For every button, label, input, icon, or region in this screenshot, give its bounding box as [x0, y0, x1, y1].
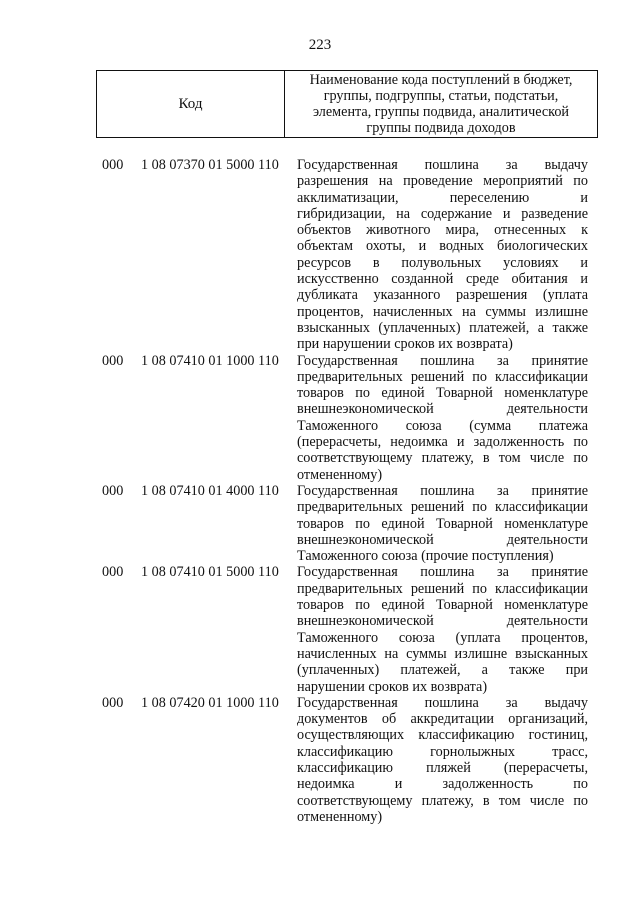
description-line: объектам охоты, и водных биологических	[297, 238, 588, 255]
admin-code: 000	[102, 564, 124, 581]
revenue-code: 1 08 07420 01 1000 110	[141, 694, 279, 711]
description-line: акклиматизации, переселению и	[297, 189, 588, 206]
revenue-description	[297, 564, 588, 694]
description-line: нарушении сроков их возврата)	[297, 678, 488, 695]
description-line: Таможенного союза (уплата процентов,	[297, 629, 588, 646]
description-line: дубликата указанного разрешения (уплата	[297, 287, 588, 304]
description-line: ресурсов в полувольных условиях и	[297, 254, 588, 271]
description-line: товаров по единой Товарной номенклатуре	[297, 385, 588, 402]
description-line: соответствующему платежу, в том числе по	[297, 450, 588, 467]
description-line: Государственная пошлина за выдачу	[297, 157, 588, 173]
description-line: классификацию пляжей (перерасчеты,	[297, 759, 588, 776]
admin-code: 000	[102, 352, 124, 369]
header-name-line: Наименование кода поступлений в бюджет,	[309, 72, 573, 88]
header-name-line: элемента, группы подвида, аналитической	[312, 104, 570, 120]
description-line: товаров по единой Товарной номенклатуре	[297, 515, 588, 532]
header-name-line: группы подвида доходов	[366, 120, 516, 136]
description-line: (перерасчеты, недоимка и задолженность по	[297, 434, 588, 451]
page-number: 223	[308, 37, 332, 53]
table-row	[0, 695, 640, 825]
revenue-description	[297, 353, 588, 483]
description-line: внешнеэкономической деятельности	[297, 613, 588, 630]
revenue-code: 1 08 07410 01 4000 110	[141, 482, 279, 499]
table-header	[96, 70, 598, 138]
description-line: Государственная пошлина за принятие	[297, 482, 588, 499]
revenue-code: 1 08 07410 01 5000 110	[141, 564, 279, 581]
description-line: Таможенного союза (прочие поступления)	[297, 548, 554, 565]
description-line: товаров по единой Товарной номенклатуре	[297, 597, 588, 614]
revenue-description	[297, 695, 588, 825]
revenue-description	[297, 157, 588, 353]
revenue-code: 1 08 07370 01 5000 110	[141, 157, 279, 173]
description-line: предварительных решений по классификации	[297, 580, 588, 597]
description-line: внешнеэкономической деятельности	[297, 531, 588, 548]
description-line: Государственная пошлина за принятие	[297, 352, 588, 369]
header-name-line: группы, подгруппы, статьи, подстатьи,	[323, 88, 559, 104]
description-line: объектов животного мира, отнесенных к	[297, 222, 588, 239]
description-line: гибридизации, на содержание и разведение	[297, 205, 588, 222]
description-line: Государственная пошлина за принятие	[297, 564, 588, 581]
revenue-description	[297, 483, 588, 564]
description-line: внешнеэкономической деятельности	[297, 401, 588, 418]
table-row	[0, 157, 640, 353]
description-line: Государственная пошлина за выдачу	[297, 694, 588, 711]
admin-code: 000	[102, 694, 124, 711]
description-line: документов об аккредитации организаций,	[297, 711, 588, 728]
description-line: предварительных решений по классификации	[297, 368, 588, 385]
table-row	[0, 483, 640, 564]
description-line: взысканных (уплаченных) платежей, а также	[297, 319, 588, 336]
description-line: Таможенного союза (сумма платежа	[297, 417, 588, 434]
description-line: разрешения на проведение мероприятий по	[297, 173, 588, 190]
table-row	[0, 353, 640, 483]
header-code-label: Код	[97, 71, 285, 137]
description-line: отмененному)	[297, 808, 383, 825]
description-line: классификацию горнолыжных трасс,	[297, 743, 588, 760]
description-line: недоимка и задолженность по	[297, 776, 588, 793]
description-line: процентов, начисленных на суммы излишне	[297, 303, 588, 320]
table-body	[0, 157, 640, 825]
description-line: осуществляющих классификацию гостиниц,	[297, 727, 588, 744]
description-line: (уплаченных) платежей, а также при	[297, 662, 588, 679]
header-name-cell	[285, 71, 597, 137]
description-line: соответствующему платежу, в том числе по	[297, 792, 588, 809]
description-line: начисленных на суммы излишне взысканных	[297, 645, 588, 662]
description-line: искусственно созданной среде обитания и	[297, 271, 588, 288]
description-line: предварительных решений по классификации	[297, 499, 588, 516]
revenue-code: 1 08 07410 01 1000 110	[141, 352, 279, 369]
description-line: при нарушении сроков их возврата)	[297, 336, 513, 353]
admin-code: 000	[102, 482, 124, 499]
table-row	[0, 564, 640, 694]
description-line: отмененному)	[297, 466, 383, 483]
admin-code: 000	[102, 157, 124, 173]
